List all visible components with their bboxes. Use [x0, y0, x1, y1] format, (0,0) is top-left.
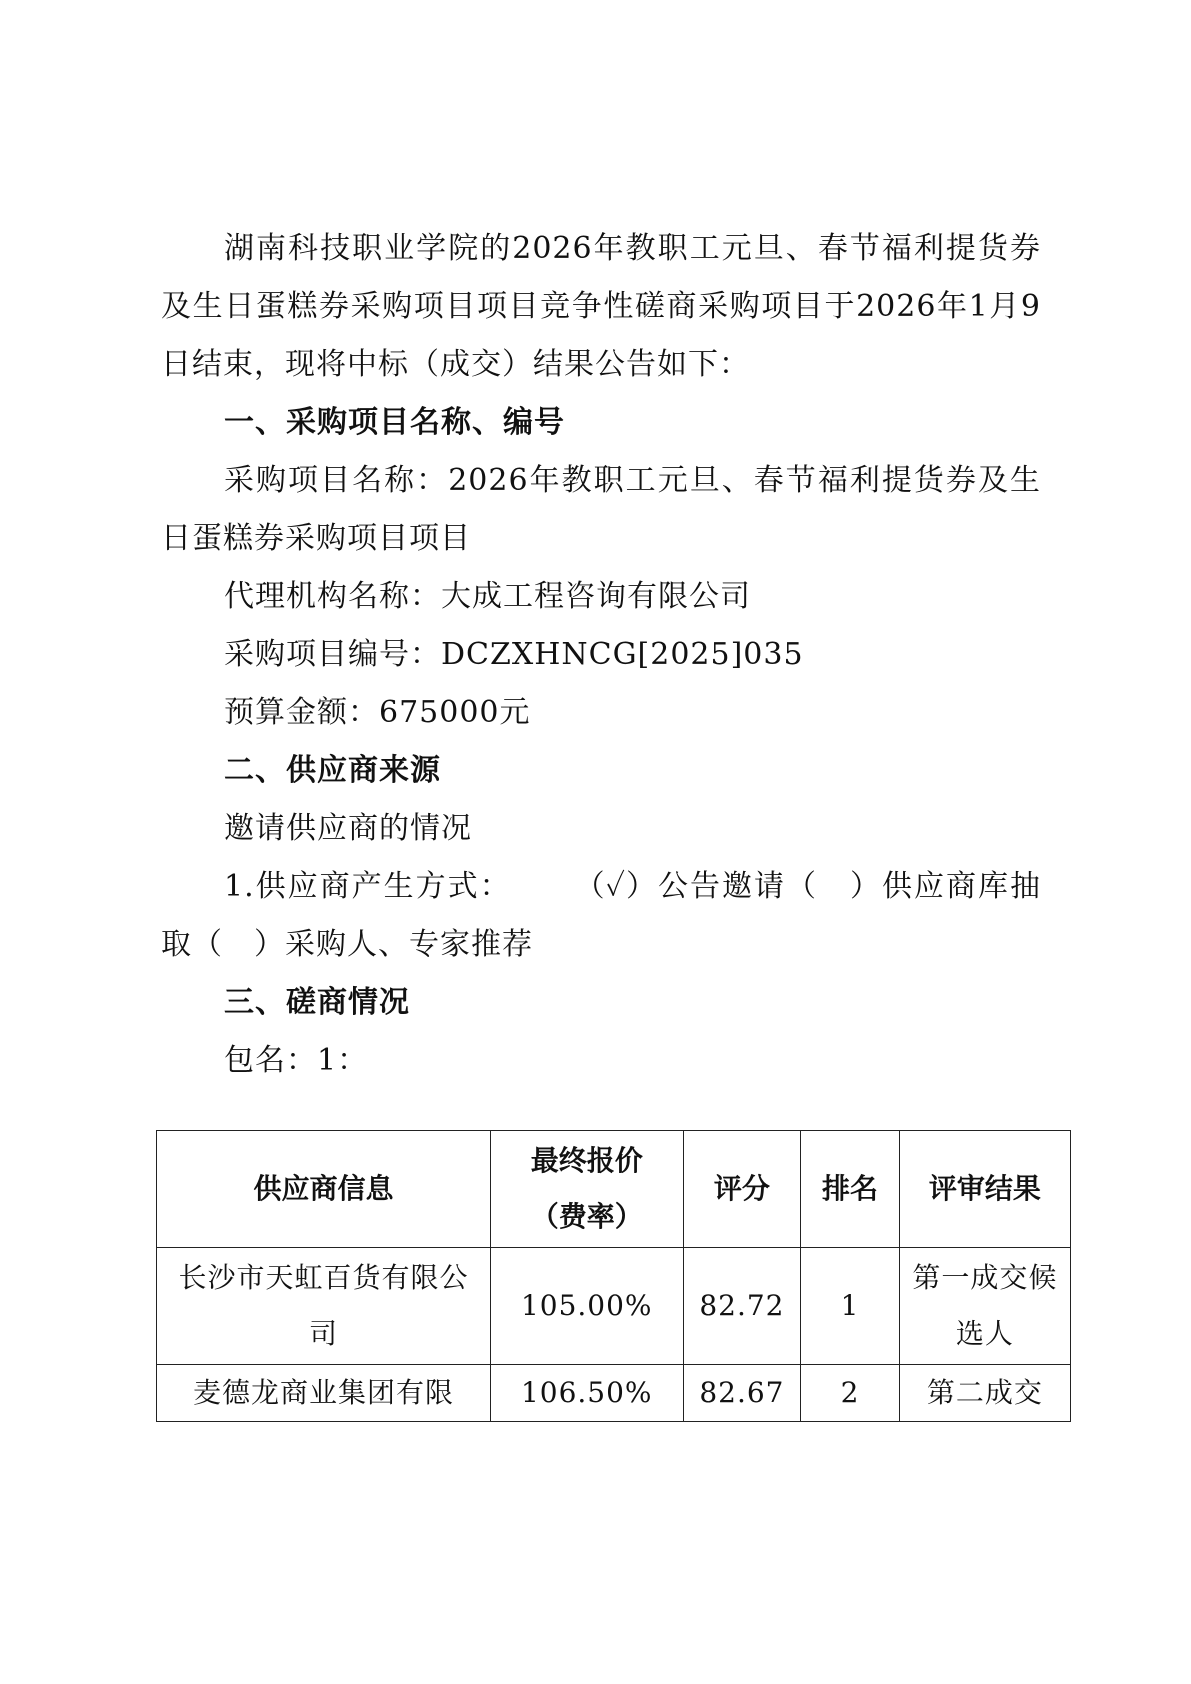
- project-name-label: 采购项目名称：: [224, 463, 449, 498]
- cell-result: 第一成交候选人: [899, 1248, 1070, 1365]
- header-rank: 排名: [801, 1131, 899, 1248]
- negotiation-result-table: [156, 1130, 1071, 1422]
- cell-rank: 1: [801, 1248, 899, 1365]
- budget-label: 预算金额：: [224, 695, 379, 730]
- agency-line: [161, 568, 1041, 626]
- cell-score: 82.67: [683, 1365, 801, 1422]
- table-header-row: [157, 1131, 1071, 1248]
- section3-heading: 三、磋商情况: [224, 985, 410, 1020]
- cell-supplier: 麦德龙商业集团有限: [157, 1365, 491, 1422]
- project-name-value: 2026年教职工元旦、春节福利提货券及生日蛋糕券采购项目项目: [161, 463, 1041, 556]
- cell-rank: 2: [801, 1365, 899, 1422]
- table-row: [157, 1248, 1071, 1365]
- option-recommend-label: 采购人、专家推荐: [285, 927, 533, 962]
- invite-title: 邀请供应商的情况: [224, 811, 472, 846]
- header-price: 最终报价（费率）: [490, 1131, 683, 1248]
- option-library-label: 供应商库抽取: [161, 869, 1042, 962]
- document-body: [161, 220, 1041, 1142]
- option-library-checkbox: （ ）: [786, 869, 883, 904]
- project-number-label: 采购项目编号：: [224, 637, 441, 672]
- budget-line: [161, 684, 1041, 742]
- cell-supplier: 长沙市天虹百货有限公司: [157, 1248, 491, 1365]
- agency-value: 大成工程咨询有限公司: [441, 579, 751, 614]
- option-announcement-label: 公告邀请: [657, 869, 787, 904]
- project-number-value: DCZXHNCG[2025]035: [441, 637, 804, 672]
- package-label: 包名：: [224, 1043, 317, 1078]
- header-result: 评审结果: [899, 1131, 1070, 1248]
- project-name-line: [161, 452, 1041, 568]
- cell-price: 106.50%: [490, 1365, 683, 1422]
- package-value: 1：: [317, 1043, 369, 1078]
- supplier-method-label: 1.供应商产生方式：: [224, 869, 512, 904]
- cell-price: 105.00%: [490, 1248, 683, 1365]
- table-row: [157, 1365, 1071, 1422]
- option-recommend-checkbox: （ ）: [192, 927, 285, 962]
- cell-result: 第二成交: [899, 1365, 1070, 1422]
- option-announcement-checkbox: （✓）: [574, 869, 657, 904]
- package-line: [161, 1032, 1041, 1090]
- header-score: 评分: [683, 1131, 801, 1248]
- header-supplier: 供应商信息: [157, 1131, 491, 1248]
- budget-value: 675000元: [379, 695, 531, 730]
- project-number-line: [161, 626, 1041, 684]
- section1-heading: 一、采购项目名称、编号: [224, 405, 565, 440]
- section2-heading: 二、供应商来源: [224, 753, 441, 788]
- cell-score: 82.72: [683, 1248, 801, 1365]
- intro-paragraph: 湖南科技职业学院的2026年教职工元旦、春节福利提货券及生日蛋糕券采购项目项目竞争性磋商采购项目于2026年1月9日结束，现将中标（成交）结果公告如下：: [161, 231, 1041, 382]
- agency-label: 代理机构名称：: [224, 579, 441, 614]
- supplier-method-line: [161, 858, 1041, 974]
